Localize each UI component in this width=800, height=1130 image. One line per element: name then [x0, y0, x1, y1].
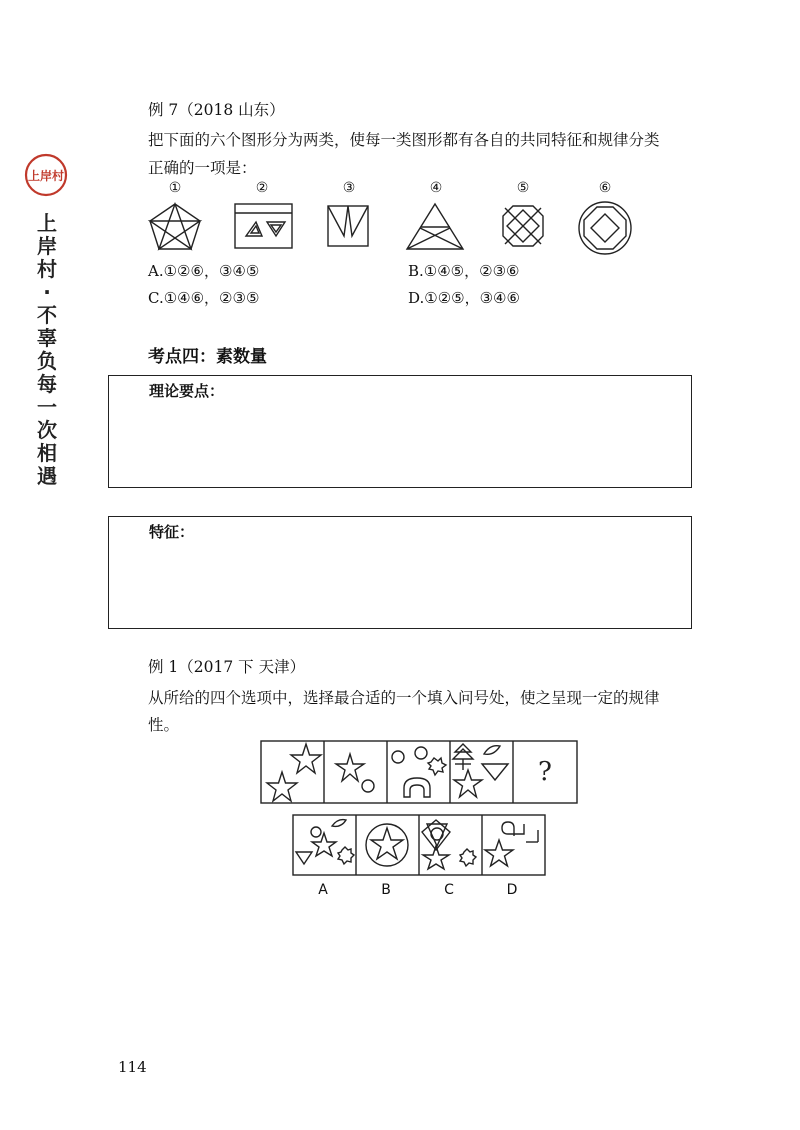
figure-number-6: ⑥ — [598, 180, 612, 196]
question-cell-2 — [336, 754, 374, 792]
slogan-char: 岸 — [37, 234, 57, 258]
answer-cell-c — [422, 820, 476, 869]
answer-cell-a — [296, 820, 354, 864]
slogan-char: 每 — [37, 372, 57, 396]
slogan-char: 村 — [37, 257, 57, 281]
example7-title: 例 7（2018 山东） — [148, 101, 285, 119]
feature-label: 特征： — [149, 523, 195, 541]
option-c: C.①④⑥，②③⑤ — [148, 289, 260, 307]
example7-question-line1: 把下面的六个图形分为两类，使每一类图形都有各自的共同特征和规律分类 — [148, 131, 660, 149]
answer-letter-a: A — [318, 882, 328, 898]
figure-4-triangle-lines — [407, 204, 463, 249]
example7-question-line2: 正确的一项是： — [148, 159, 257, 177]
answer-letter-c: C — [444, 882, 454, 898]
question-cell-4 — [453, 744, 508, 797]
figure-number-1: ① — [168, 180, 182, 196]
figure-6-circle-diamond — [579, 202, 631, 254]
answer-cell-b — [366, 824, 408, 866]
example1-question-figures — [260, 740, 578, 805]
example1-answer-figures — [292, 814, 546, 876]
figure-5-octagon-cross — [503, 206, 543, 246]
option-d: D.①②⑤，③④⑥ — [408, 289, 520, 307]
option-a: A.①②⑥，③④⑤ — [148, 262, 260, 280]
figure-1-pentagram — [150, 204, 200, 249]
seal-text: 上岸村 — [27, 169, 65, 183]
answer-cell-d — [485, 822, 538, 866]
figure-2-rect-triangles — [235, 204, 292, 248]
theory-label: 理论要点： — [149, 382, 225, 400]
page-number: 114 — [118, 1058, 147, 1076]
brand-seal-logo — [24, 153, 68, 197]
theory-box — [108, 375, 692, 488]
slogan-char: 负 — [37, 349, 57, 373]
figure-number-2: ② — [255, 180, 269, 196]
slogan-char: 一 — [37, 395, 57, 419]
question-cell-3 — [392, 747, 446, 797]
option-b: B.①④⑤，②③⑥ — [408, 262, 520, 280]
example1-question-line2: 性。 — [148, 716, 180, 734]
example1-question-line1: 从所给的四个选项中，选择最合适的一个填入问号处，使之呈现一定的规律 — [148, 689, 660, 707]
example7-figures — [145, 200, 665, 255]
slogan-char: 辜 — [37, 326, 57, 350]
figure-number-3: ③ — [342, 180, 356, 196]
answer-letter-b: B — [381, 882, 391, 898]
section4-heading: 考点四：素数量 — [148, 347, 267, 367]
example1-title: 例 1（2017 下 天津） — [148, 658, 306, 676]
answer-letter-d: D — [506, 882, 518, 898]
figure-number-4: ④ — [429, 180, 443, 196]
question-cell-1 — [267, 744, 321, 801]
slogan-char: 相 — [37, 441, 57, 465]
figure-number-5: ⑤ — [516, 180, 530, 196]
slogan-char: 不 — [37, 303, 57, 327]
question-mark: ? — [538, 757, 552, 787]
slogan-char: 遇 — [37, 464, 57, 488]
feature-box — [108, 516, 692, 629]
figure-3-square-lines — [328, 206, 368, 246]
slogan-char: 上 — [37, 211, 57, 235]
slogan-char: 次 — [37, 418, 57, 442]
sidebar-slogan — [31, 212, 63, 488]
slogan-char: · — [43, 280, 51, 304]
